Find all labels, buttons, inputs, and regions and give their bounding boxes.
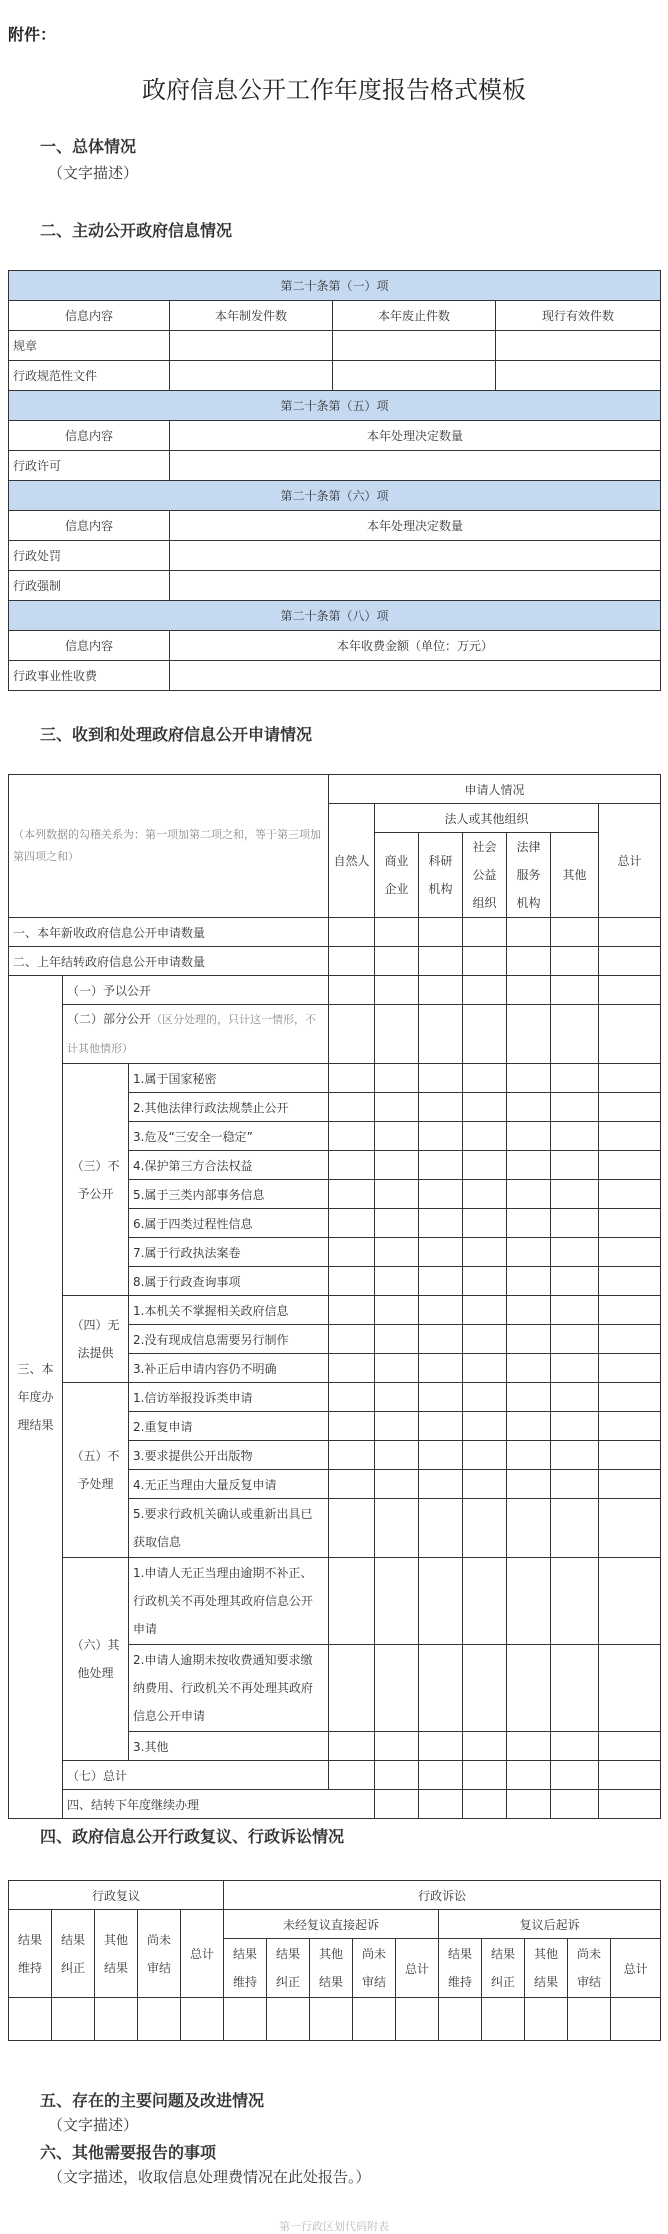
table-row: 6.属于四类过程性信息: [129, 1209, 329, 1238]
table-cell: [507, 1005, 551, 1064]
review-litigation-table: [8, 1880, 661, 2041]
table2-col-header: 本年收费金额（单位：万元）: [170, 631, 661, 661]
applicant-header: 申请人情况: [329, 775, 661, 804]
table-cell: [310, 1998, 353, 2041]
table-cell: [419, 1499, 463, 1558]
after-col: 尚未审结: [568, 1939, 611, 1998]
table-cell: [419, 1470, 463, 1499]
table-cell: [551, 1470, 599, 1499]
total-header: 总计: [599, 804, 661, 918]
table-cell: [463, 1645, 507, 1732]
table-cell: [375, 1790, 419, 1819]
table-cell: [419, 1005, 463, 1064]
table-row: 4.保护第三方合法权益: [129, 1151, 329, 1180]
table2-col-header: 本年处理决定数量: [170, 421, 661, 451]
table2-row-label: 行政规范性文件: [9, 361, 170, 391]
table-cell: [419, 947, 463, 976]
table-cell: [375, 1499, 419, 1558]
attachment-label: 附件：: [8, 25, 57, 44]
table-cell: [496, 361, 661, 391]
table-cell: [507, 1383, 551, 1412]
table-cell: [463, 1122, 507, 1151]
table-cell: [507, 1093, 551, 1122]
after-col: 结果纠正: [482, 1939, 525, 1998]
table-cell: [333, 361, 496, 391]
table-cell: [353, 1998, 396, 2041]
table-cell: [375, 1761, 419, 1790]
table-cell: [329, 1180, 375, 1209]
table-cell: [170, 451, 661, 481]
table-cell: [329, 1151, 375, 1180]
table-cell: [419, 1412, 463, 1441]
row-carried-applications: 二、上年结转政府信息公开申请数量: [9, 947, 329, 976]
table-cell: [599, 1761, 661, 1790]
section-1-description: （文字描述）: [48, 164, 139, 182]
review-col: 尚未审结: [138, 1910, 181, 1998]
table-cell: [329, 1558, 375, 1645]
table-cell: [329, 1296, 375, 1325]
after-col: 其他结果: [525, 1939, 568, 1998]
table-cell: [329, 1064, 375, 1093]
table-cell: [375, 1267, 419, 1296]
group-unable: （四）无法提供: [63, 1296, 129, 1383]
table-cell: [375, 1383, 419, 1412]
row-new-applications: 一、本年新收政府信息公开申请数量: [9, 918, 329, 947]
table-cell: [507, 976, 551, 1005]
table-cell: [551, 947, 599, 976]
table-row: 4.无正当理由大量反复申请: [129, 1470, 329, 1499]
table-cell: [599, 1354, 661, 1383]
table-cell: [599, 1645, 661, 1732]
table-row: 2.重复申请: [129, 1412, 329, 1441]
table2-col-header: 信息内容: [9, 301, 170, 331]
table-cell: [551, 1645, 599, 1732]
table-cell: [611, 1998, 661, 2041]
table-cell: [525, 1998, 568, 2041]
table-cell: [463, 1470, 507, 1499]
table-cell: [507, 1267, 551, 1296]
table-cell: [52, 1998, 95, 2041]
after-review-header: 复议后起诉: [439, 1910, 661, 1939]
table-cell: [375, 947, 419, 976]
table-row: 3.其他: [129, 1732, 329, 1761]
table-cell: [419, 1296, 463, 1325]
table2-row-label: 行政事业性收费: [9, 661, 170, 691]
table-cell: [507, 1790, 551, 1819]
table-cell: [329, 947, 375, 976]
section-2-heading: 二、主动公开政府信息情况: [40, 221, 233, 240]
section-3-heading: 三、收到和处理政府信息公开申请情况: [40, 725, 313, 744]
section-6-description: （文字描述，收取信息处理费情况在此处报告。）: [48, 2168, 371, 2186]
table-cell: [599, 1122, 661, 1151]
table-cell: [329, 1005, 375, 1064]
group-partial-note: （区分处理的，只计这一情形，不计其他情形）: [67, 1013, 317, 1055]
table-cell: [170, 661, 661, 691]
table-cell: [267, 1998, 310, 2041]
table-cell: [419, 1645, 463, 1732]
table-row: 5.属于三类内部事务信息: [129, 1180, 329, 1209]
table-cell: [507, 1180, 551, 1209]
table-cell: [599, 1238, 661, 1267]
review-col: 其他结果: [95, 1910, 138, 1998]
table2-col-header: 本年废止件数: [333, 301, 496, 331]
table-cell: [463, 1383, 507, 1412]
table2-header-item8: 第二十条第（八）项: [9, 601, 661, 631]
table-cell: [551, 1441, 599, 1470]
table-cell: [507, 1296, 551, 1325]
table-row: 3.补正后申请内容仍不明确: [129, 1354, 329, 1383]
table-row: 5.要求行政机关确认或重新出具已获取信息: [129, 1499, 329, 1558]
table2-row-label: 行政强制: [9, 571, 170, 601]
group-not-disclosed: （三）不予公开: [63, 1064, 129, 1296]
table-cell: [551, 1180, 599, 1209]
table-cell: [419, 1383, 463, 1412]
litigation-header: 行政诉讼: [224, 1881, 661, 1910]
table-cell: [329, 1383, 375, 1412]
table-cell: [507, 918, 551, 947]
table-row: 1.属于国家秘密: [129, 1064, 329, 1093]
table-cell: [463, 1151, 507, 1180]
table-cell: [329, 1209, 375, 1238]
table-cell: [507, 1354, 551, 1383]
table-cell: [507, 1499, 551, 1558]
table-cell: [551, 1005, 599, 1064]
table-cell: [507, 947, 551, 976]
table-cell: [329, 1238, 375, 1267]
table-cell: [375, 1645, 419, 1732]
group-disclosed: （一）予以公开: [63, 976, 329, 1005]
table-cell: [507, 1412, 551, 1441]
table-cell: [375, 1325, 419, 1354]
table-cell: [463, 1093, 507, 1122]
group-other: （六）其他处理: [63, 1558, 129, 1761]
table-cell: [375, 1093, 419, 1122]
section-1-heading: 一、总体情况: [40, 137, 137, 156]
table-cell: [375, 1005, 419, 1064]
application-handling-table: [8, 774, 661, 1819]
proactive-disclosure-table: [8, 270, 661, 691]
table-row: 3.要求提供公开出版物: [129, 1441, 329, 1470]
table-cell: [463, 947, 507, 976]
table-cell: [419, 1761, 463, 1790]
table-cell: [507, 1122, 551, 1151]
table-cell: [599, 1558, 661, 1645]
table2-col-header: 本年制发件数: [170, 301, 333, 331]
table-row: 7.属于行政执法案卷: [129, 1238, 329, 1267]
table-cell: [170, 571, 661, 601]
section-5-description: （文字描述）: [48, 2116, 139, 2134]
direct-col: 其他结果: [310, 1939, 353, 1998]
table-cell: [599, 1790, 661, 1819]
table-cell: [599, 1209, 661, 1238]
table-cell: [419, 1354, 463, 1383]
page-footer: 第一行政区划代码附表: [279, 2220, 389, 2233]
group-not-processed: （五）不予处理: [63, 1383, 129, 1558]
table-row: 1.信访举报投诉类申请: [129, 1383, 329, 1412]
table-cell: [375, 1296, 419, 1325]
table-cell: [551, 1383, 599, 1412]
table-cell: [463, 1354, 507, 1383]
table-cell: [599, 1412, 661, 1441]
table-row: 2.没有现成信息需要另行制作: [129, 1325, 329, 1354]
table-cell: [599, 1005, 661, 1064]
natural-person-header: 自然人: [329, 804, 375, 918]
table-cell: [482, 1998, 525, 2041]
table2-header-item5: 第二十条第（五）项: [9, 391, 661, 421]
table-row: 1.本机关不掌握相关政府信息: [129, 1296, 329, 1325]
table-cell: [329, 1441, 375, 1470]
table-cell: [375, 1441, 419, 1470]
table-cell: [463, 1558, 507, 1645]
table-cell: [463, 1790, 507, 1819]
group-partial-label: （二）部分公开: [67, 1012, 152, 1026]
table-cell: [419, 1558, 463, 1645]
table-cell: [329, 1122, 375, 1151]
table2-col-header: 信息内容: [9, 421, 170, 451]
table-cell: [333, 331, 496, 361]
table-cell: [507, 1151, 551, 1180]
review-header: 行政复议: [9, 1881, 224, 1910]
table-cell: [507, 1325, 551, 1354]
table-cell: [551, 1354, 599, 1383]
table-cell: [599, 1499, 661, 1558]
table-cell: [375, 1151, 419, 1180]
table-cell: [507, 1238, 551, 1267]
table-cell: [170, 541, 661, 571]
table-cell: [375, 1558, 419, 1645]
legal-col-header: 商业企业: [375, 833, 419, 918]
table-cell: [463, 1499, 507, 1558]
table-cell: [599, 1180, 661, 1209]
table-cell: [375, 1354, 419, 1383]
table-cell: [375, 1064, 419, 1093]
table-cell: [599, 1441, 661, 1470]
table-cell: [463, 1005, 507, 1064]
table-cell: [599, 976, 661, 1005]
table2-col-header: 信息内容: [9, 511, 170, 541]
table-cell: [463, 1180, 507, 1209]
table-cell: [599, 1470, 661, 1499]
table-cell: [419, 1267, 463, 1296]
table-cell: [551, 1790, 599, 1819]
table-cell: [496, 331, 661, 361]
table-cell: [329, 1470, 375, 1499]
table-cell: [551, 918, 599, 947]
table-cell: [396, 1998, 439, 2041]
table-cell: [507, 1761, 551, 1790]
table-cell: [375, 1180, 419, 1209]
table2-row-label: 行政许可: [9, 451, 170, 481]
table-cell: [95, 1998, 138, 2041]
direct-col: 尚未审结: [353, 1939, 396, 1998]
table-cell: [551, 1761, 599, 1790]
table-cell: [375, 1412, 419, 1441]
table-cell: [375, 1732, 419, 1761]
table-cell: [551, 1151, 599, 1180]
table-cell: [551, 1093, 599, 1122]
table-cell: [329, 1267, 375, 1296]
table-cell: [463, 1064, 507, 1093]
table-cell: [551, 976, 599, 1005]
section-5-heading: 五、存在的主要问题及改进情况: [40, 2091, 265, 2110]
table-cell: [599, 1325, 661, 1354]
table-cell: [181, 1998, 224, 2041]
table-cell: [463, 1325, 507, 1354]
table-cell: [551, 1499, 599, 1558]
table-cell: [507, 1209, 551, 1238]
table-row: 8.属于行政查询事项: [129, 1267, 329, 1296]
table-cell: [9, 1998, 52, 2041]
table-cell: [419, 1122, 463, 1151]
table2-row-label: 行政处罚: [9, 541, 170, 571]
row-carry-next-year: 四、结转下年度继续办理: [63, 1790, 375, 1819]
direct-col: 总计: [396, 1939, 439, 1998]
document-title: 政府信息公开工作年度报告格式模板: [142, 76, 526, 104]
table-cell: [419, 1325, 463, 1354]
table-cell: [599, 1267, 661, 1296]
table-cell: [375, 1209, 419, 1238]
table-cell: [419, 1238, 463, 1267]
review-col: 结果维持: [9, 1910, 52, 1998]
table-cell: [419, 1209, 463, 1238]
direct-litigation-header: 未经复议直接起诉: [224, 1910, 439, 1939]
group-partial: [63, 1005, 329, 1064]
table-cell: [329, 1412, 375, 1441]
table-cell: [419, 1732, 463, 1761]
table-cell: [599, 1383, 661, 1412]
table-cell: [551, 1238, 599, 1267]
table-cell: [463, 976, 507, 1005]
table-cell: [419, 1064, 463, 1093]
legal-entity-header: 法人或其他组织: [375, 804, 599, 833]
section-4-heading: 四、政府信息公开行政复议、行政诉讼情况: [40, 1827, 345, 1846]
table-cell: [551, 1412, 599, 1441]
after-col: 总计: [611, 1939, 661, 1998]
table-cell: [329, 1325, 375, 1354]
table-cell: [170, 361, 333, 391]
table-cell: [463, 1441, 507, 1470]
table-row: 3.危及“三安全一稳定”: [129, 1122, 329, 1151]
review-col: 结果纠正: [52, 1910, 95, 1998]
table-cell: [463, 918, 507, 947]
table-row: 1.申请人无正当理由逾期不补正、行政机关不再处理其政府信息公开申请: [129, 1558, 329, 1645]
row-results-label: 三、本年度办理结果: [9, 976, 63, 1819]
table-cell: [329, 1354, 375, 1383]
table-cell: [551, 1732, 599, 1761]
table-cell: [329, 1093, 375, 1122]
table2-col-header: 本年处理决定数量: [170, 511, 661, 541]
table-cell: [419, 918, 463, 947]
table-cell: [375, 1122, 419, 1151]
table-row: 2.其他法律行政法规禁止公开: [129, 1093, 329, 1122]
table-cell: [507, 1732, 551, 1761]
table-cell: [329, 1499, 375, 1558]
table-cell: [463, 1412, 507, 1441]
table-cell: [329, 976, 375, 1005]
table2-col-header: 信息内容: [9, 631, 170, 661]
table-cell: [419, 976, 463, 1005]
table-cell: [375, 1238, 419, 1267]
table-cell: [375, 976, 419, 1005]
table-cell: [599, 1064, 661, 1093]
table-cell: [507, 1441, 551, 1470]
table-row: 2.申请人逾期未按收费通知要求缴纳费用、行政机关不再处理其政府信息公开申请: [129, 1645, 329, 1732]
table-cell: [329, 918, 375, 947]
table2-header-item1: 第二十条第（一）项: [9, 271, 661, 301]
table-cell: [463, 1732, 507, 1761]
table-cell: [170, 331, 333, 361]
table-cell: [463, 1296, 507, 1325]
table-cell: [507, 1064, 551, 1093]
table-cell: [551, 1325, 599, 1354]
direct-col: 结果纠正: [267, 1939, 310, 1998]
table-cell: [463, 1209, 507, 1238]
table-cell: [419, 1790, 463, 1819]
table-cell: [599, 1093, 661, 1122]
table-cell: [551, 1296, 599, 1325]
table3-note: （本列数据的勾稽关系为：第一项加第二项之和，等于第三项加第四项之和）: [9, 775, 329, 918]
table-cell: [599, 1732, 661, 1761]
table-cell: [551, 1122, 599, 1151]
table-cell: [599, 918, 661, 947]
table-cell: [551, 1267, 599, 1296]
table-cell: [463, 1238, 507, 1267]
legal-col-header: 科研机构: [419, 833, 463, 918]
table-cell: [375, 918, 419, 947]
table-cell: [551, 1064, 599, 1093]
table-cell: [463, 1267, 507, 1296]
table-cell: [439, 1998, 482, 2041]
table-cell: [568, 1998, 611, 2041]
legal-col-header: 法律服务机构: [507, 833, 551, 918]
section-6-heading: 六、其他需要报告的事项: [40, 2143, 217, 2162]
table-cell: [375, 1470, 419, 1499]
review-col: 总计: [181, 1910, 224, 1998]
table-cell: [224, 1998, 267, 2041]
legal-col-header: 其他: [551, 833, 599, 918]
table-cell: [599, 1151, 661, 1180]
table-cell: [419, 1151, 463, 1180]
table-cell: [551, 1209, 599, 1238]
table-cell: [599, 1296, 661, 1325]
table-cell: [419, 1180, 463, 1209]
table-cell: [329, 1732, 375, 1761]
group-total: （七）总计: [63, 1761, 329, 1790]
table-cell: [419, 1093, 463, 1122]
table-cell: [329, 1645, 375, 1732]
after-col: 结果维持: [439, 1939, 482, 1998]
table-cell: [507, 1558, 551, 1645]
table-cell: [329, 1761, 375, 1790]
table2-row-label: 规章: [9, 331, 170, 361]
direct-col: 结果维持: [224, 1939, 267, 1998]
table-cell: [463, 1761, 507, 1790]
table-cell: [507, 1470, 551, 1499]
table2-col-header: 现行有效件数: [496, 301, 661, 331]
table-cell: [507, 1645, 551, 1732]
table-cell: [419, 1441, 463, 1470]
legal-col-header: 社会公益组织: [463, 833, 507, 918]
table2-header-item6: 第二十条第（六）项: [9, 481, 661, 511]
table-cell: [551, 1558, 599, 1645]
table-cell: [138, 1998, 181, 2041]
table-cell: [599, 947, 661, 976]
